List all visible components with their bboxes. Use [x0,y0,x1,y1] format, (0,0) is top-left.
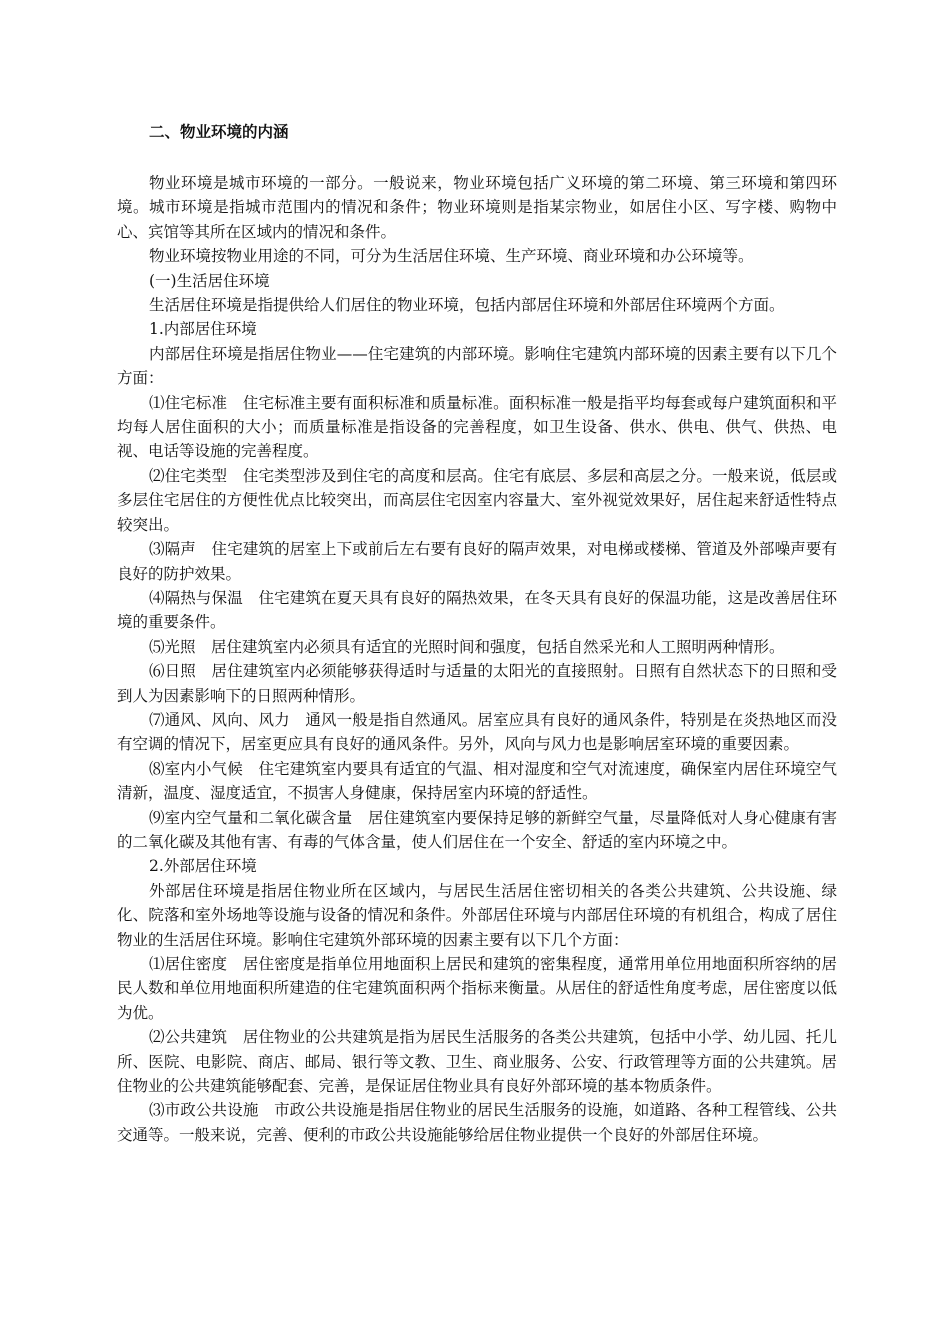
item-housing-type: ⑵住宅类型 住宅类型涉及到住宅的高度和层高。住宅有底层、多层和高层之分。一般来说，低层或多层住宅居住的方便性优点比较突出，而高层住宅因室内容量大、室外视觉效果好，居住起来舒适性特点较突出。 [117,466,837,534]
item-air-co2: ⑼室内空气量和二氧化碳含量 居住建筑室内要保持足够的新鲜空气量，尽量降低对人身心健康有害的二氧化碳及其他有害、有毒的气体含量，使人们居住在一个安全、舒适的室内环境之中。 [117,808,837,851]
paragraph-intro: 物业环境是城市环境的一部分。一般说来，物业环境包括广义环境的第二环境、第三环境和第四环境。城市环境是指城市范围内的情况和条件；物业环境则是指某宗物业，如居住小区、写字楼、购物中心、宾馆等其所在区域内的情况和条件。 [117,174,837,241]
document-body [117,119,837,1147]
paragraph-living-definition: 生活居住环境是指提供给人们居住的物业环境，包括内部居住环境和外部居住环境两个方面。 [149,296,785,315]
paragraph-external-definition: 外部居住环境是指居住物业所在区域内，与居民生活居住密切相关的各类公共建筑、公共设施、绿化、院落和室外场地等设施与设备的情况和条件。外部居住环境与内部居住环境的有机组合，构成了居住物业的生活居住环境。影响住宅建筑外部环境的因素主要有以下几个方面： [117,881,837,949]
subheading-internal-environment: 1.内部居住环境 [149,320,257,339]
item-sunshine: ⑹日照 居住建筑室内必须能够获得适时与适量的太阳光的直接照射。日照有自然状态下的日照和受到人为因素影响下的日照两种情形。 [117,662,837,705]
item-housing-standard: ⑴住宅标准 住宅标准主要有面积标准和质量标准。面积标准一般是指平均每套或每户建筑面积和平均每人居住面积的大小；而质量标准是指设备的完善程度，如卫生设备、供水、供电、供气、供热、电视、电话等设施的完善程度。 [117,393,837,461]
section-heading: 二、物业环境的内涵 [149,123,289,141]
paragraph-internal-definition: 内部居住环境是指居住物业——住宅建筑的内部环境。影响住宅建筑内部环境的因素主要有以下几个方面： [117,344,837,388]
item-thermal-insulation: ⑷隔热与保温 住宅建筑在夏天具有良好的隔热效果，在冬天具有良好的保温功能，这是改善居住环境的重要条件。 [117,588,837,632]
subheading-external-environment: 2.外部居住环境 [149,857,257,876]
item-public-buildings: ⑵公共建筑 居住物业的公共建筑是指为居民生活服务的各类公共建筑，包括中小学、幼儿园、托儿所、医院、电影院、商店、邮局、银行等文教、卫生、商业服务、公安、行政管理等方面的公共建筑。居住物业的公共建筑能够配套、完善，是保证居住物业具有良好外部环境的基本物质条件。 [117,1028,837,1096]
item-ventilation: ⑺通风、风向、风力 通风一般是指自然通风。居室应具有良好的通风条件，特别是在炎热地区而没有空调的情况下，居室更应具有良好的通风条件。另外，风向与风力也是影响居室环境的重要因素。 [117,710,837,754]
item-municipal-facilities: ⑶市政公共设施 市政公共设施是指居住物业的居民生活服务的设施，如道路、各种工程管线、公共交通等。一般来说，完善、便利的市政公共设施能够给居住物业提供一个良好的外部居住环境。 [117,1101,837,1144]
item-sound-insulation: ⑶隔声 住宅建筑的居室上下或前后左右要有良好的隔声效果，对电梯或楼梯、管道及外部噪声要有良好的防护效果。 [117,540,837,583]
subheading-living-environment: (一)生活居住环境 [149,271,270,290]
item-residential-density: ⑴居住密度 居住密度是指单位用地面积上居民和建筑的密集程度，通常用单位用地面积所容纳的居民人数和单位用地面积所建造的住宅建筑面积两个指标来衡量。从居住的舒适性角度考虑，居住密度以低为优。 [117,955,837,1022]
paragraph-classification: 物业环境按物业用途的不同，可分为生活居住环境、生产环境、商业环境和办公环境等。 [149,247,754,266]
item-lighting: ⑸光照 居住建筑室内必须具有适宜的光照时间和强度，包括自然采光和人工照明两种情形。 [149,637,785,656]
item-indoor-microclimate: ⑻室内小气候 住宅建筑室内要具有适宜的气温、相对湿度和空气对流速度，确保室内居住环境空气清新，温度、湿度适宜，不损害人身健康，保持居室内环境的舒适性。 [117,759,837,803]
